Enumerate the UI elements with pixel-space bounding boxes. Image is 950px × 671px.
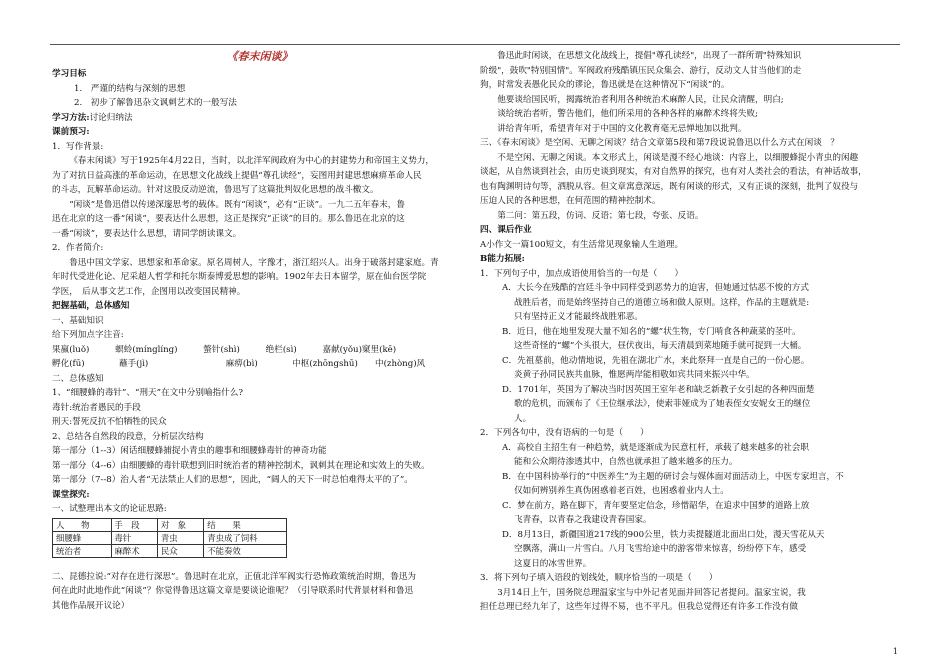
explore-heading: 课堂探究: bbox=[52, 489, 90, 500]
background-line: “闲谈”是鲁迅借以传递深邃思考的载体。既有“闲谈”，必有“正谈”。一九二五年春末，鲁 bbox=[69, 199, 405, 210]
spacer bbox=[52, 560, 467, 570]
question-3: 三、《春末闲谈》是空闲、无聊之闲谈？结合文章第5段和第7段说说鲁迅以什么方式在闲谈 ？ bbox=[480, 138, 839, 148]
option-line: D．1701年，英国为了解决当时因英国王室年老和缺乏新教子女引起的各种四面楚 bbox=[502, 384, 815, 395]
goal-item: 2. 初步了解鲁迅杂文讽刺艺术的一般写法 bbox=[74, 98, 237, 108]
explore-sub2-line: 何在此时此地作此“闲谈”？你觉得鲁迅这篇文章是要谈论谁呢？（引导联系时代背景材料和鲁迅 bbox=[52, 586, 414, 596]
method-heading: 学习方法: bbox=[52, 112, 90, 123]
author-line: 年时代受进化论、尼采超人哲学和托尔斯泰博爱思想的影响。1902年去日本留学，原在仙台医学院 bbox=[52, 272, 427, 282]
table-cell: 民众 bbox=[157, 544, 203, 557]
table-cell: 麻醉术 bbox=[111, 544, 157, 557]
intro-line: 鲁迅此时闲谈，在思想文化战线上，提倡"尊孔读经"，出现了一群所谓"特殊知识 bbox=[497, 51, 802, 61]
argument-table bbox=[52, 518, 287, 558]
table-cell: 手 段 bbox=[111, 518, 157, 531]
pinyin-intro: 给下列加点字注音: bbox=[52, 330, 124, 340]
mcq-2: 2．下列各句中，没有语病的一句是（ ） bbox=[480, 428, 649, 438]
goals-heading: 学习目标 bbox=[52, 69, 87, 79]
answer-1a: 毒针:统治者愚民的手段 bbox=[52, 402, 141, 413]
mcq-1: 1．下列句子中，加点成语使用恰当的一句是（ ） bbox=[480, 268, 684, 279]
pinyin-row: 孵化(fū) 蘸手(jì) 麻痹(bì) 中枢(zhōngshū) 中(zhòng)风 bbox=[52, 359, 426, 369]
answer-3-line: 压迫人民的各种思想，在何范围的精神控制术。 bbox=[480, 196, 661, 206]
homework-a: A小作文一篇100短文，有生活常见现象输人生道理。 bbox=[480, 239, 684, 250]
target-line: 讲给青年听，希望青年对于中国的文化教育毫无忌惮地加以批判。 bbox=[497, 123, 747, 134]
table-cell: 青虫 bbox=[157, 531, 203, 544]
basis-heading: 把握基础，总体感知 bbox=[52, 301, 130, 311]
option-line: A．大长今在残酷的宫廷斗争中同样受到恶势力的迫害，但她通过怙恶不悛的方式 bbox=[502, 283, 809, 293]
option-line: 只有坚持正义才能最终战胜邪恶。 bbox=[514, 312, 643, 322]
basis-sub1: 一、基础知识 bbox=[52, 315, 104, 326]
table-cell: 结 果 bbox=[204, 518, 287, 531]
homework-heading: 四、课后作业 bbox=[480, 225, 532, 235]
option-line: A．高校自主招生有一种趋势，就是逐渐成为民意杠杆，承载了越来越多的社会职 bbox=[502, 442, 809, 453]
pinyin-row: 果嬴(luǒ) 螟蛉(mínglíng) 螫针(shì) 绝栏(sì) 嘉献(yǒu)窠里(kē) bbox=[52, 344, 397, 355]
answer-3-line: 谈起，从自然谈到社会，由历史谈到现实，有对自然界的探究，也有对人类社会的看法，有神话故事， bbox=[480, 167, 867, 177]
right-column bbox=[480, 49, 900, 615]
structure-line: 第一部分（7--8）治人者“无法禁止人们的思想”，因此，“阔人的天下一时总怕难得太平的了”。 bbox=[52, 475, 413, 485]
basis-sub2: 二、总体感知 bbox=[52, 373, 104, 384]
table-cell: 毒针 bbox=[111, 531, 157, 544]
intro-line: 狗，时常发表愚化民众的谬论，鲁迅就是在这种情况下“闲谈”的。 bbox=[480, 80, 730, 90]
target-line: 他要谈给国民听，揭露统治者利用各种统治术麻醉人民，让民众清醒，明白; bbox=[497, 94, 784, 105]
mcq-3-text: 3月14日上午，国务院总理温家宝与中外记者见面并回答记者提问。温家宝说，我 bbox=[497, 587, 806, 598]
mcq-3: 3．将下列句子填入语段的划线处，顺序恰当的一项是（ ） bbox=[480, 573, 718, 583]
prep-heading: 课前预习: bbox=[52, 127, 90, 137]
option-line: 飞青春，以青春之我建设青春国家。 bbox=[514, 515, 652, 525]
option-line: B．近日，他在地里发现大量不知名的“螺”状生物，专门啃食各种蔬菜的茎叶。 bbox=[502, 326, 801, 337]
option-line: D．8月13日，新疆国道217线的900公里，铁力卖提隧道北面出口处，漫天雪花从天 bbox=[502, 529, 825, 540]
option-line: 这些奇怪的“螺”个头很大，昼伏夜出，每天清晨到菜地随手就可捉到一大桶。 bbox=[514, 341, 807, 351]
option-line: 战胜后者，而是始终坚持自己的道德立场和做人原则。这样，作品的主题就是: bbox=[514, 297, 810, 308]
table-cell: 人 物 bbox=[53, 518, 112, 531]
option-line: C．梦在前方，路在脚下，青年要坚定信念，珍惜韶华，在追求中国梦的道路上放 bbox=[502, 500, 810, 511]
author-line: 学医， 后从事文艺工作，企图用以改变国民精神。 bbox=[52, 286, 246, 297]
author-heading: 2．作者简介: bbox=[52, 243, 104, 253]
left-column bbox=[52, 49, 467, 613]
background-line: 的斗志，瓦解革命运动。针对这股反动逆流，鲁迅写了这篇批判奴化思想的战斗檄文。 bbox=[52, 185, 379, 195]
question-1: 1、“细腰蜂的毒针”、“刑天”在文中分别喻指什么? bbox=[52, 388, 243, 398]
option-line: 这夏日的冰雪世界。 bbox=[514, 558, 592, 569]
background-line: 为了对抗日益高涨的革命运动，在思想文化战线上提倡“尊孔读经”，妄图用封建思想麻痹革命人民 bbox=[52, 170, 422, 181]
explore-sub1: 一、试整理出本文的论证思路: bbox=[52, 504, 167, 514]
table-cell: 对 象 bbox=[157, 518, 203, 531]
method-text: 讨论归纳法 bbox=[89, 112, 133, 123]
explore-sub2-line: 其他作品展开议论） bbox=[52, 600, 130, 611]
header-rule bbox=[50, 44, 900, 45]
goal-item: 1. 严谨的结构与深刻的思想 bbox=[74, 83, 186, 94]
answer-3-line: 也有陶渊明诗句等，洒脱从容。但文章寓意深远，既有闲谈的形式，又有正谈的深刻，批判了奴役与 bbox=[480, 181, 859, 192]
option-line: 空飘落，满山一片雪白。八月飞雪给途中的游客带来惊喜，纷纷停下车，感受 bbox=[514, 544, 807, 554]
homework-b: B能力拓展: bbox=[480, 254, 525, 264]
structure-line: 第一部分（1--3）闲话细腰蜂捕捉小青虫的趣事和细腰蜂毒针的神奇功能 bbox=[52, 446, 327, 456]
table-cell: 不能奏效 bbox=[204, 544, 287, 557]
table-cell: 细腰蜂 bbox=[53, 531, 112, 544]
question-2: 2、总结各自然段的段意，分析层次结构 bbox=[52, 431, 204, 442]
table-row bbox=[53, 544, 287, 557]
background-line: 一番“闲谈”，要表达什么思想，请同学朗读课文。 bbox=[52, 228, 242, 239]
answer-3-line: 第二问：第五段，仿词、反语；第七段，夸张、反语。 bbox=[497, 210, 704, 221]
background-heading: 1．写作背景: bbox=[52, 141, 104, 152]
background-line: 迅在北京的这一番“闲谈”，要表达什么思想，这正是探究“正谈”的目的。那么鲁迅在北京的这 bbox=[52, 214, 405, 224]
option-line: 炎黄子孙同民族共血脉，惟愿两岸能相敬如宾共同来振兴中华。 bbox=[514, 370, 755, 380]
option-line: 仅如何辨别养生真伪困惑着老百姓，也困惑着业内人士。 bbox=[514, 486, 729, 496]
target-line: 谈给统治者听，警告他们，他们所采用的各种各样的麻醉术终将失败; bbox=[497, 109, 758, 119]
table-row bbox=[53, 531, 287, 544]
option-line: 歌的危机，而颁布了《王位继承法》，使索菲娅成为了她表侄女安妮女王的继位 bbox=[514, 399, 811, 409]
author-line: 鲁迅中国文学家、思想家和革命家。原名周树人，字豫才，浙江绍兴人。出身于破落封建家庭。青 bbox=[69, 257, 439, 268]
page-title: 《春末闲谈》 bbox=[226, 50, 293, 63]
option-line: 能和公众期待渗透其中，自然也就承担了越来越多的压力。 bbox=[514, 457, 738, 467]
method-line bbox=[52, 111, 467, 126]
page-number: 1 bbox=[892, 646, 898, 656]
table-cell: 统治者 bbox=[53, 544, 112, 557]
explore-sub2-line: 二、昆德拉说:“对存在进行深思”。鲁迅时在北京，正值北洋军阀实行恐怖政策统治时期，鲁迅为 bbox=[52, 571, 417, 582]
answer-1b: 刑天:誓死反抗不怕牺牲的民众 bbox=[52, 417, 167, 427]
table-row bbox=[53, 518, 287, 531]
option-line: 人。 bbox=[514, 413, 532, 424]
mcq-3-text: 担任总理已经九年了，这些年过得不易，也不平凡。但我总觉得还有许多工作没有做 bbox=[480, 602, 798, 612]
structure-line: 第一部分（4--6）由细腰蜂的毒针联想到旧时统治者的精神控制术，讽刺其在理论和实效上的失败。 bbox=[52, 460, 430, 471]
intro-line: 阶级"，鼓吹"特别国情"。军阀政府残酷镇压民众集会、游行，反动文人甘当他们的走 bbox=[480, 65, 802, 76]
table-cell: 青虫成了饲料 bbox=[204, 531, 287, 544]
answer-3-line: 不是空闲、无聊之闲谈。本文形式上，闲谈是漫不经心地谈：内容上，以细腰蜂捉小青虫的闲趣 bbox=[497, 152, 859, 163]
option-line: B．在中国科协举行的“中医养生”为主题的研讨会与媒体面对面活动上，中医专家坦言，不 bbox=[502, 471, 844, 482]
background-line: 《春末闲谈》写于1925年4月22日，当时，以北洋军阀政府为中心的封建势力和帝国主义势力， bbox=[69, 156, 435, 166]
option-line: C．先祖墓前，他动情地说，先祖在湖北广水，来此祭拜一直是自己的一份心愿。 bbox=[502, 355, 810, 366]
